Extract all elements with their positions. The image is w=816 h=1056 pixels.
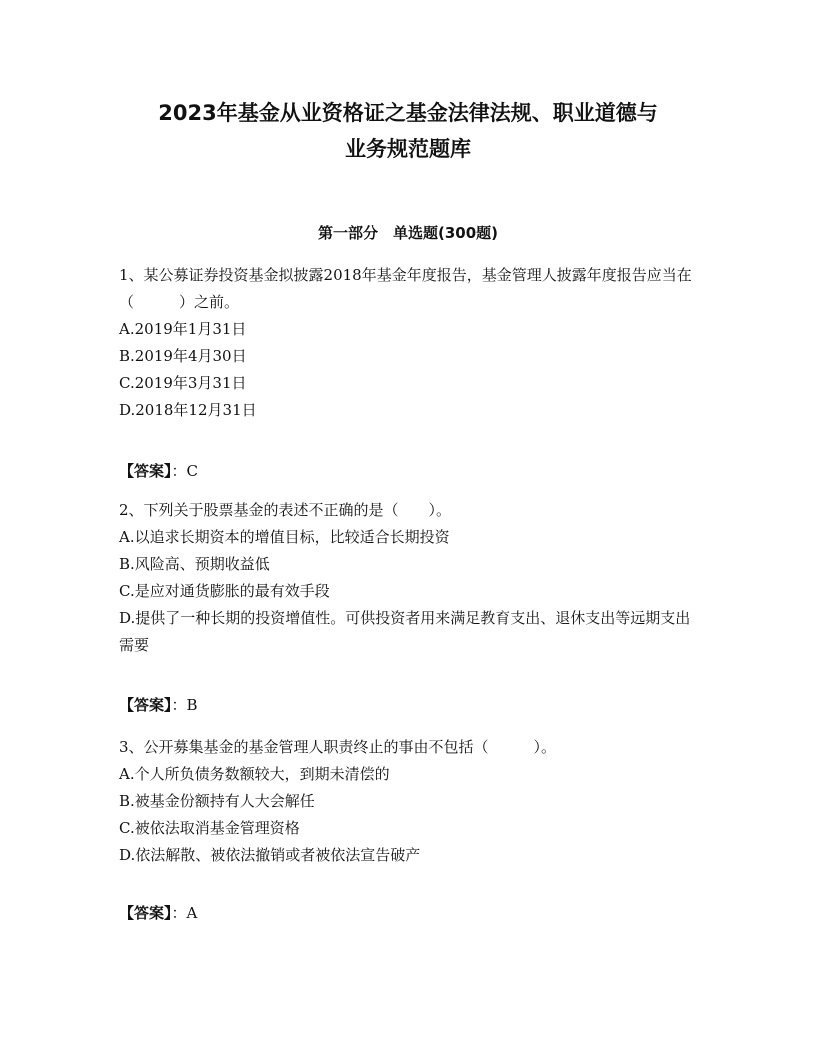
option-b: B.2019年4月30日 (119, 347, 247, 365)
document-title-line-1: 2023年基金从业资格证之基金法律法规、职业道德与 (158, 101, 658, 125)
answer-2 (119, 692, 198, 719)
option-d: D.2018年12月31日 (119, 401, 257, 419)
option-a: A.个人所负债务数额较大，到期未清偿的 (119, 765, 390, 783)
option-c: C.2019年3月31日 (119, 374, 247, 392)
answer-1 (119, 458, 198, 485)
option-c: C.被依法取消基金管理资格 (119, 819, 300, 837)
question-3 (119, 734, 694, 869)
document-title-line-2: 业务规范题库 (345, 137, 471, 161)
answer-value: ：B (171, 696, 198, 714)
question-1 (119, 262, 694, 424)
question-text: 1、某公募证券投资基金拟披露2018年基金年度报告，基金管理人披露年度报告应当在（ ）之前。 (119, 266, 692, 311)
answer-3 (119, 900, 197, 927)
answer-value: ：A (171, 904, 198, 922)
option-d: D.依法解散、被依法撤销或者被依法宣告破产 (119, 846, 421, 864)
option-b: B.风险高、预期收益低 (119, 555, 270, 573)
option-d: D.提供了一种长期的投资增值性。可供投资者用来满足教育支出、退休支出等远期支出需要 (119, 609, 691, 654)
question-text: 2、下列关于股票基金的表述不正确的是（ ）。 (119, 501, 452, 519)
answer-value: ：C (171, 462, 198, 480)
option-a: A.2019年1月31日 (119, 320, 247, 338)
question-text: 3、公开募集基金的基金管理人职责终止的事由不包括（ ）。 (119, 738, 557, 756)
answer-label: 【答案】 (119, 904, 172, 922)
answer-label: 【答案】 (119, 696, 172, 714)
section-heading: 第一部分 单选题(300题) (317, 224, 499, 242)
answer-label: 【答案】 (119, 462, 172, 480)
question-2 (119, 497, 694, 659)
option-c: C.是应对通货膨胀的最有效手段 (119, 582, 330, 600)
option-a: A.以追求长期资本的增值目标，比较适合长期投资 (119, 528, 450, 546)
option-b: B.被基金份额持有人大会解任 (119, 792, 315, 810)
